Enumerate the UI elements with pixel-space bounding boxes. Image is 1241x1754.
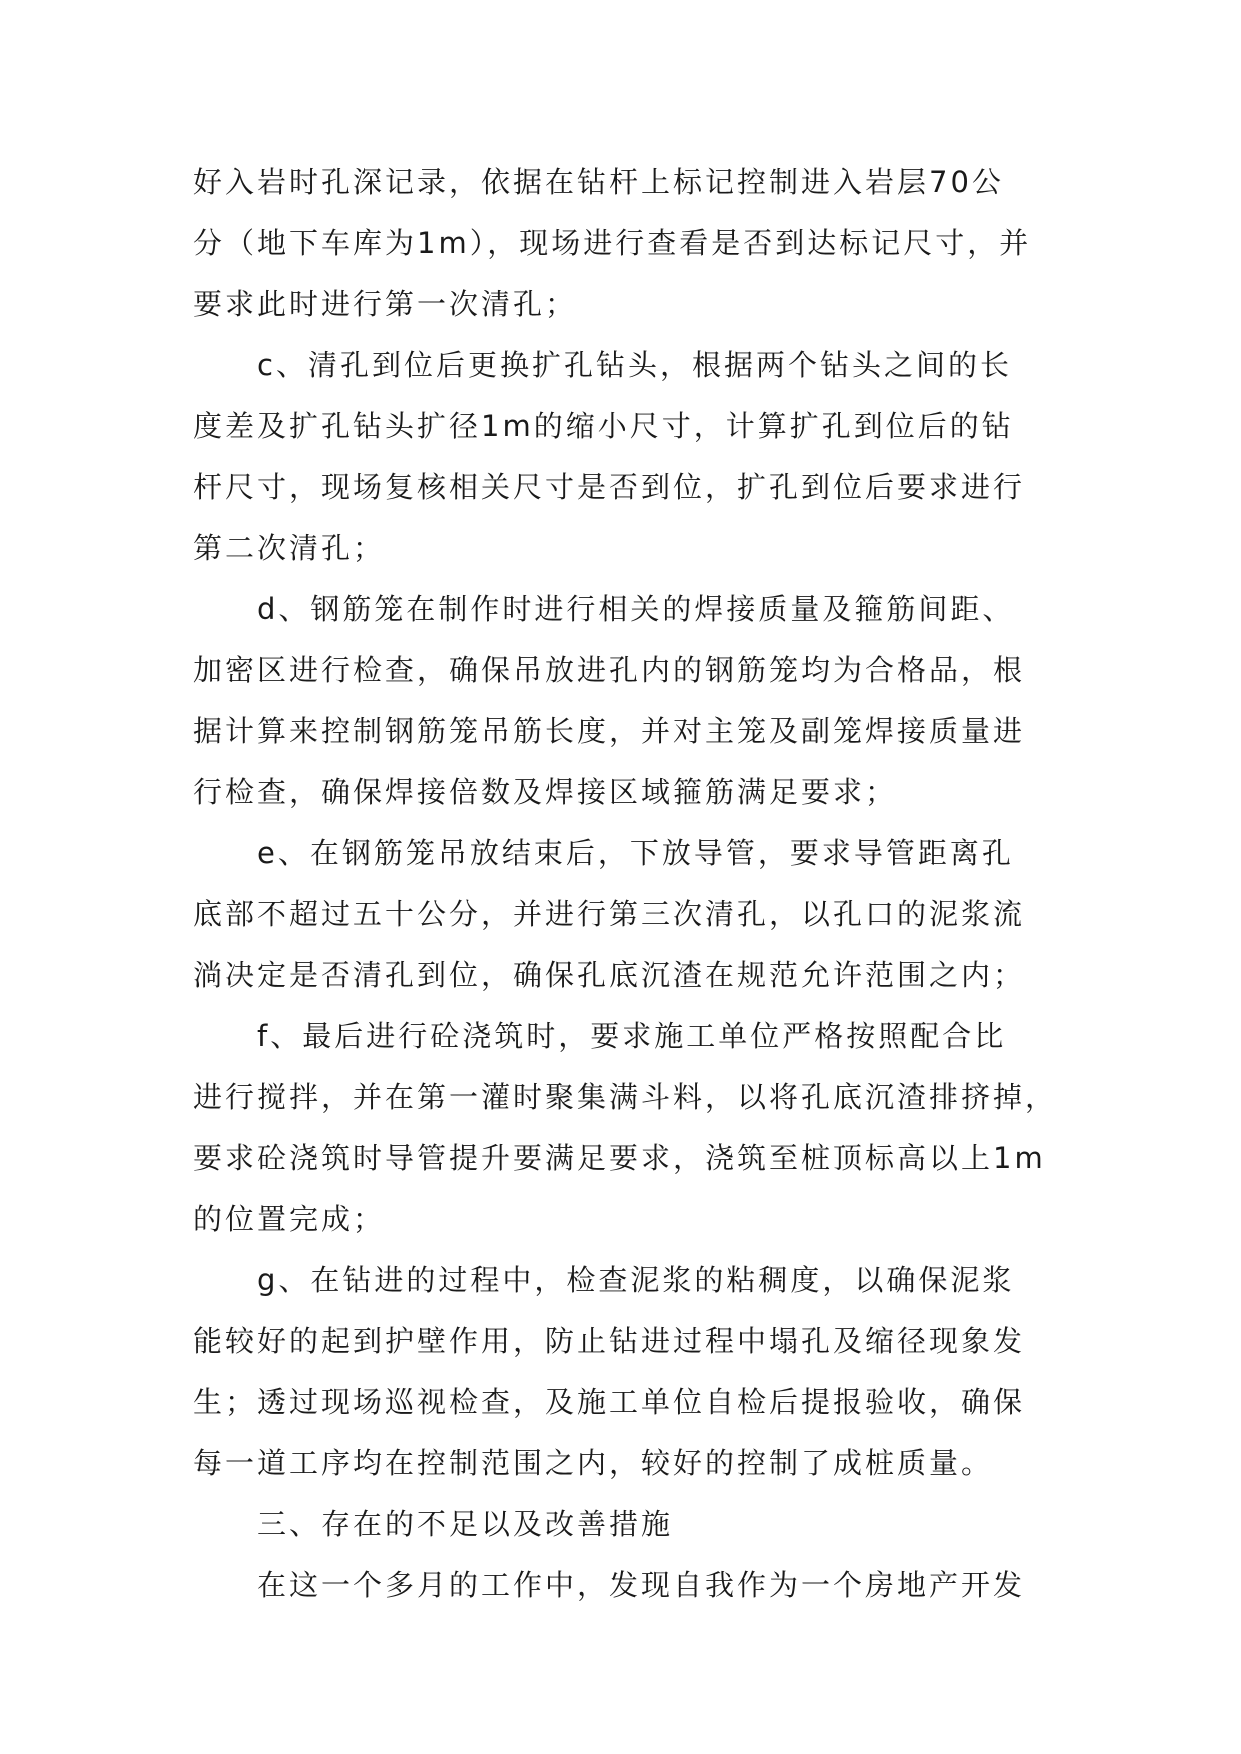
text-line: 淌决定是否清孔到位，确保孔底沉渣在规范允许范围之内；: [193, 958, 1026, 992]
text-line: 第二次清孔；: [193, 531, 386, 565]
text-line: 加密区进行检查，确保吊放进孔内的钢筋笼均为合格品，根: [193, 653, 1026, 687]
text-line: 杆尺寸，现场复核相关尺寸是否到位，扩孔到位后要求进行: [193, 470, 1026, 504]
text-line: 进行搅拌，并在第一灌时聚集满斗料，以将孔底沉渣排挤掉，: [193, 1080, 1058, 1114]
text-line: 能较好的起到护壁作用，防止钻进过程中塌孔及缩径现象发: [193, 1324, 1026, 1358]
text-line: c、清孔到位后更换扩孔钻头，根据两个钻头之间的长: [257, 348, 1012, 382]
text-line: 据计算来控制钢筋笼吊筋长度，并对主笼及副笼焊接质量进: [193, 714, 1026, 748]
text-line: 要求此时进行第一次清孔；: [193, 287, 578, 321]
text-line: 生；透过现场巡视检查，及施工单位自检后提报验收，确保: [193, 1385, 1026, 1419]
text-line: d、钢筋笼在制作时进行相关的焊接质量及箍筋间距、: [257, 592, 1015, 626]
text-line: 底部不超过五十公分，并进行第三次清孔，以孔口的泥浆流: [193, 897, 1026, 931]
text-line: 要求砼浇筑时导管提升要满足要求，浇筑至桩顶标高以上1m: [193, 1141, 1046, 1175]
text-line: e、在钢筋笼吊放结束后，下放导管，要求导管距离孔: [257, 836, 1014, 870]
text-line: 分（地下车库为1m），现场进行查看是否到达标记尺寸，并: [193, 226, 1032, 260]
text-line: 在这一个多月的工作中，发现自我作为一个房地产开发: [257, 1568, 1026, 1602]
text-line: 好入岩时孔深记录，依据在钻杆上标记控制进入岩层70公: [193, 165, 1004, 199]
text-line: f、最后进行砼浇筑时，要求施工单位严格按照配合比: [257, 1019, 1007, 1053]
document-body: [193, 152, 1058, 1616]
text-line: 每一道工序均在控制范围之内，较好的控制了成桩质量。: [193, 1446, 994, 1480]
text-line: 行检查，确保焊接倍数及焊接区域箍筋满足要求；: [193, 775, 898, 809]
text-line: 的位置完成；: [193, 1202, 386, 1236]
text-line: 三、存在的不足以及改善措施: [257, 1507, 674, 1541]
text-line: 度差及扩孔钻头扩径1m的缩小尺寸，计算扩孔到位后的钻: [193, 409, 1014, 443]
text-line: g、在钻进的过程中，检查泥浆的粘稠度，以确保泥浆: [257, 1263, 1015, 1297]
